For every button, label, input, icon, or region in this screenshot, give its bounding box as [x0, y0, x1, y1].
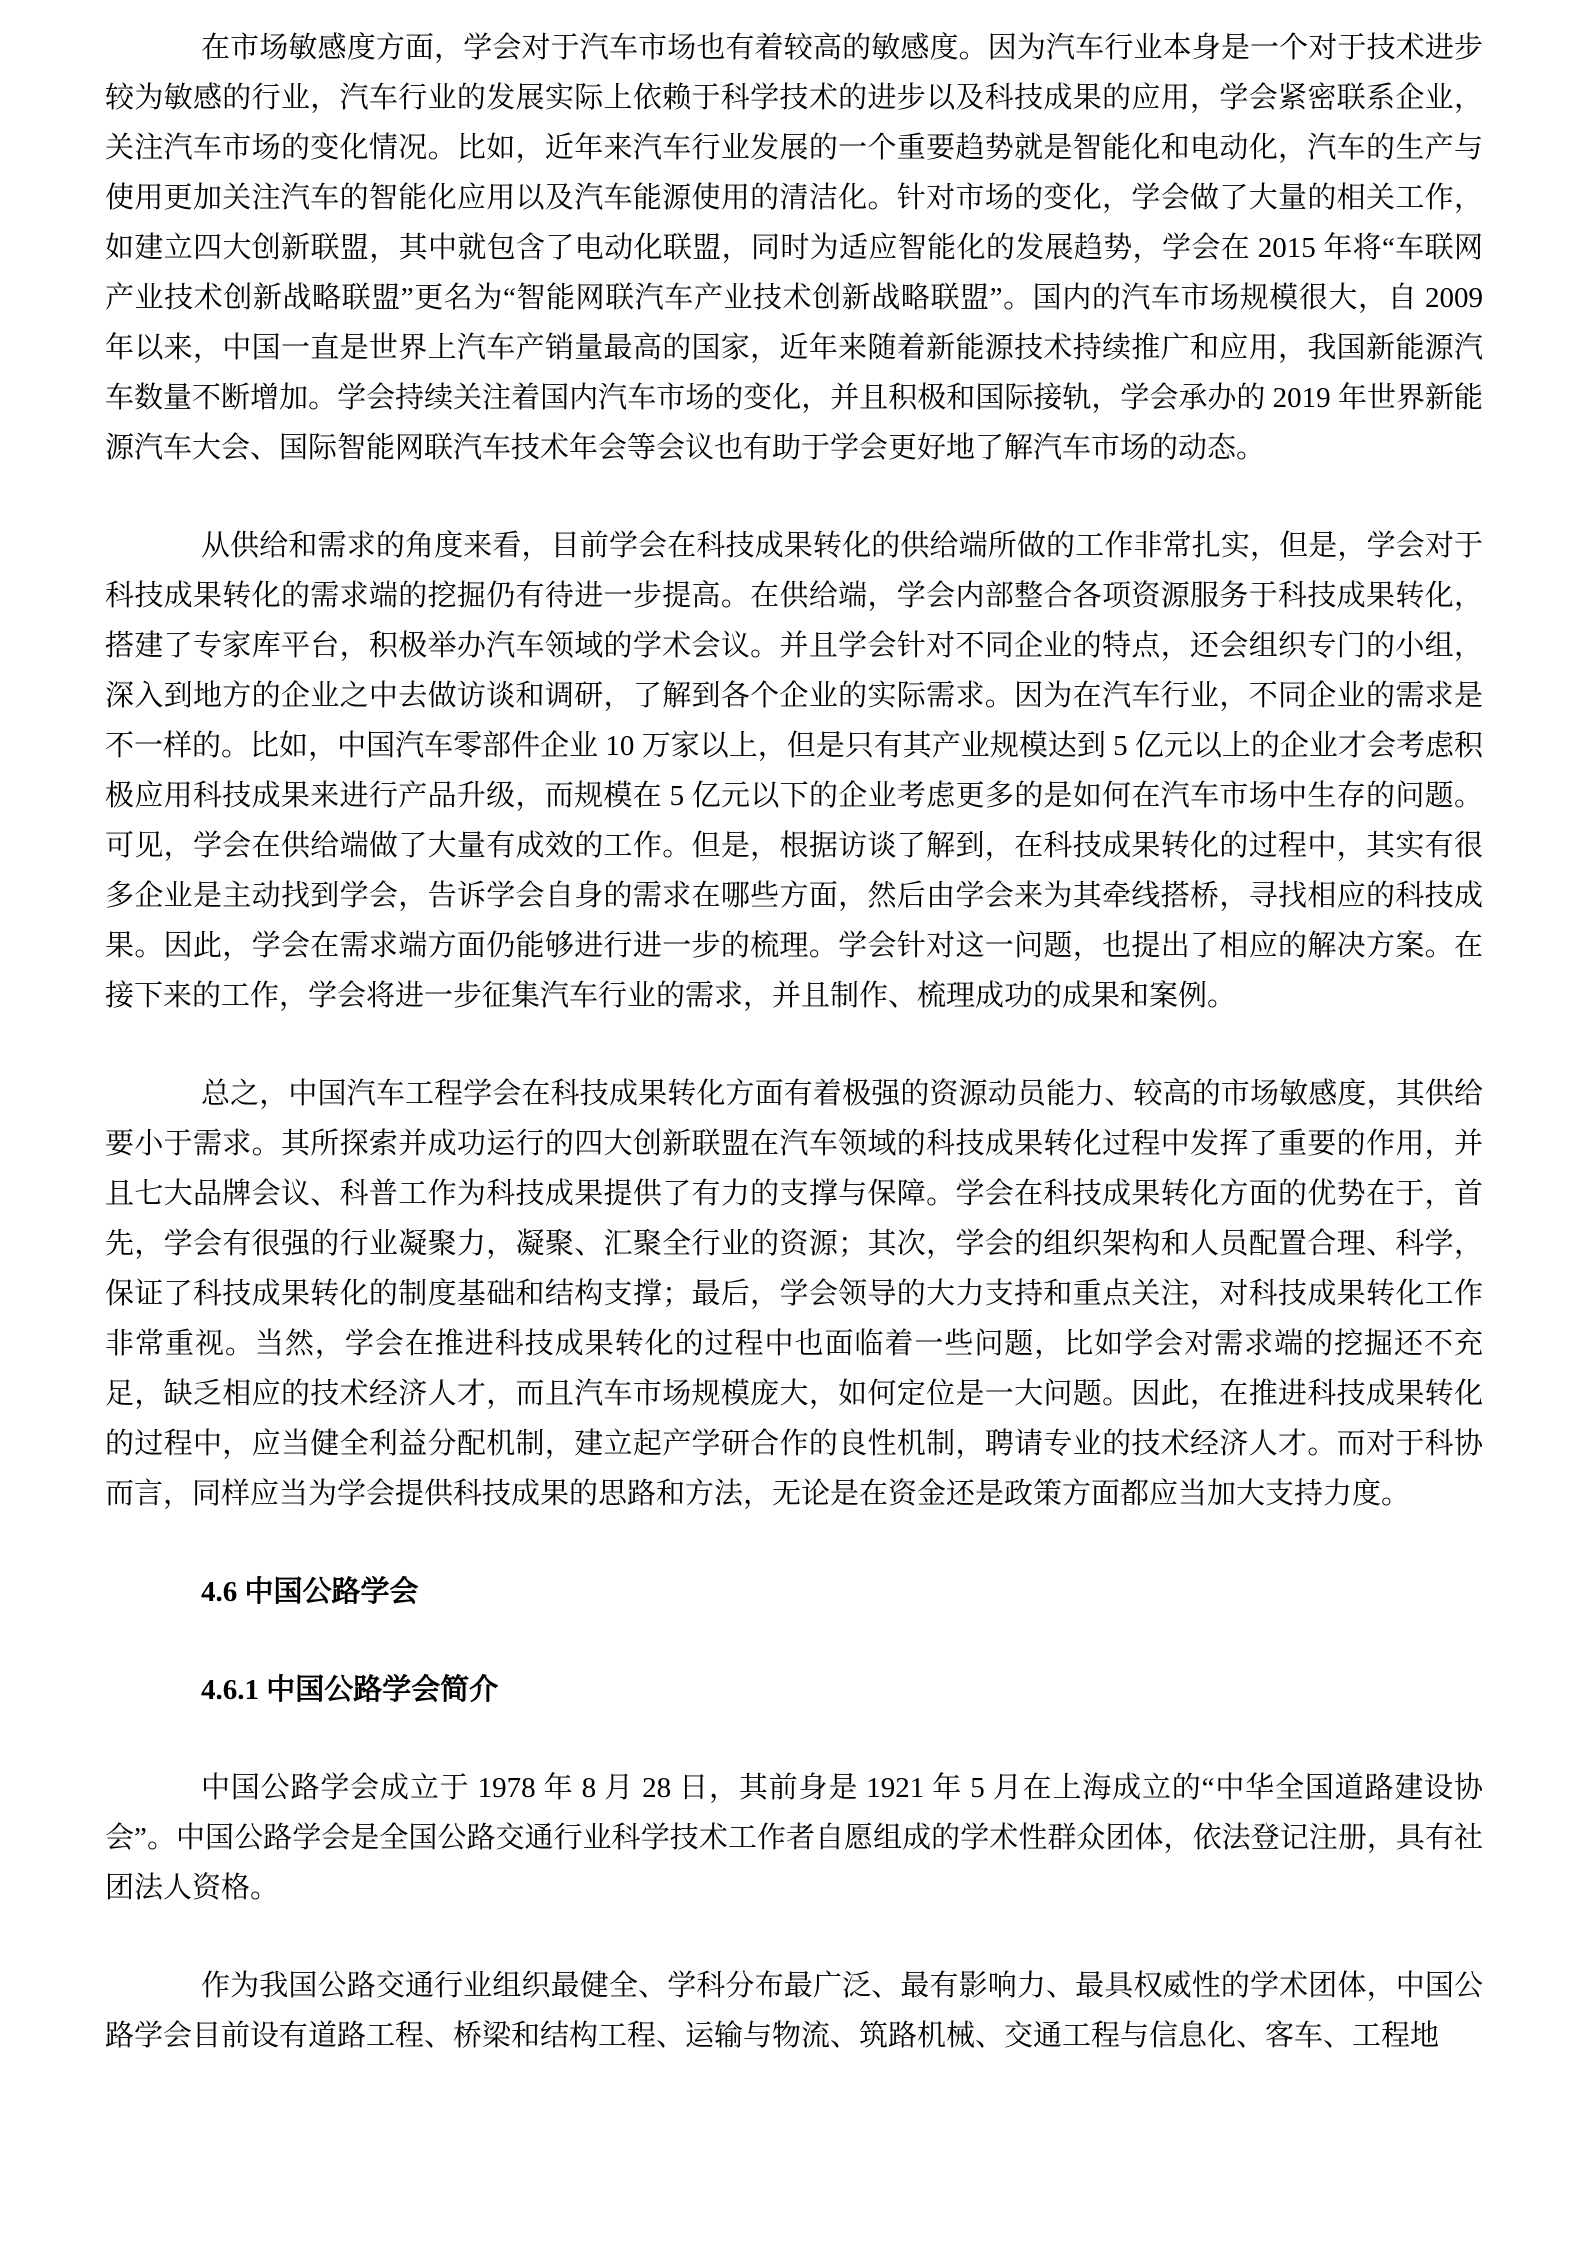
paragraph-society-founding: 中国公路学会成立于 1978 年 8 月 28 日，其前身是 1921 年 5 月在上海成立的“中华全国道路建设协会”。中国公路学会是全国公路交通行业科学技术工作者自愿组成的学术性群众团体，依法登记注册，具有社团法人资格。	[105, 1772, 1483, 1904]
heading-4-6-1-society-introduction: 4.6.1 中国公路学会简介	[201, 1674, 499, 1706]
paragraph-summary-saec: 总之，中国汽车工程学会在科技成果转化方面有着极强的资源动员能力、较高的市场敏感度，其供给要小于需求。其所探索并成功运行的四大创新联盟在汽车领域的科技成果转化过程中发挥了重要的作用，并且七大品牌会议、科普工作为科技成果提供了有力的支撑与保障。学会在科技成果转化方面的优势在于，首先，学会有很强的行业凝聚力，凝聚、汇聚全行业的资源；其次，学会的组织架构和人员配置合理、科学，保证了科技成果转化的制度基础和结构支撑；最后，学会领导的大力支持和重点关注，对科技成果转化工作非常重视。当然，学会在推进科技成果转化的过程中也面临着一些问题，比如学会对需求端的挖掘还不充足，缺乏相应的技术经济人才，而且汽车市场规模庞大，如何定位是一大问题。因此，在推进科技成果转化的过程中，应当健全利益分配机制，建立起产学研合作的良性机制，聘请专业的技术经济人才。而对于科协而言，同样应当为学会提供科技成果的思路和方法，无论是在资金还是政策方面都应当加大支持力度。	[105, 1078, 1483, 1510]
paragraph-market-sensitivity: 在市场敏感度方面，学会对于汽车市场也有着较高的敏感度。因为汽车行业本身是一个对于技术进步较为敏感的行业，汽车行业的发展实际上依赖于科学技术的进步以及科技成果的应用，学会紧密联系企业，关注汽车市场的变化情况。比如，近年来汽车行业发展的一个重要趋势就是智能化和电动化，汽车的生产与使用更加关注汽车的智能化应用以及汽车能源使用的清洁化。针对市场的变化，学会做了大量的相关工作，如建立四大创新联盟，其中就包含了电动化联盟，同时为适应智能化的发展趋势，学会在 2015 年将“车联网产业技术创新战略联盟”更名为“智能网联汽车产业技术创新战略联盟”。国内的汽车市场规模很大，自 2009 年以来，中国一直是世界上汽车产销量最高的国家，近年来随着新能源技术持续推广和应用，我国新能源汽车数量不断增加。学会持续关注着国内汽车市场的变化，并且积极和国际接轨，学会承办的 2019 年世界新能源汽车大会、国际智能网联汽车技术年会等会议也有助于学会更好地了解汽车市场的动态。	[105, 32, 1483, 464]
heading-4-6-china-highway-society: 4.6 中国公路学会	[201, 1576, 419, 1608]
paragraph-society-branches: 作为我国公路交通行业组织最健全、学科分布最广泛、最有影响力、最具权威性的学术团体，中国公路学会目前设有道路工程、桥梁和结构工程、运输与物流、筑路机械、交通工程与信息化、客车、工程地	[105, 1970, 1483, 2052]
paragraph-supply-demand: 从供给和需求的角度来看，目前学会在科技成果转化的供给端所做的工作非常扎实，但是，学会对于科技成果转化的需求端的挖掘仍有待进一步提高。在供给端，学会内部整合各项资源服务于科技成果转化，搭建了专家库平台，积极举办汽车领域的学术会议。并且学会针对不同企业的特点，还会组织专门的小组，深入到地方的企业之中去做访谈和调研，了解到各个企业的实际需求。因为在汽车行业，不同企业的需求是不一样的。比如，中国汽车零部件企业 10 万家以上，但是只有其产业规模达到 5 亿元以上的企业才会考虑积极应用科技成果来进行产品升级，而规模在 5 亿元以下的企业考虑更多的是如何在汽车市场中生存的问题。可见，学会在供给端做了大量有成效的工作。但是，根据访谈了解到，在科技成果转化的过程中，其实有很多企业是主动找到学会，告诉学会自身的需求在哪些方面，然后由学会来为其牵线搭桥，寻找相应的科技成果。因此，学会在需求端方面仍能够进行进一步的梳理。学会针对这一问题，也提出了相应的解决方案。在接下来的工作，学会将进一步征集汽车行业的需求，并且制作、梳理成功的成果和案例。	[105, 530, 1483, 1012]
